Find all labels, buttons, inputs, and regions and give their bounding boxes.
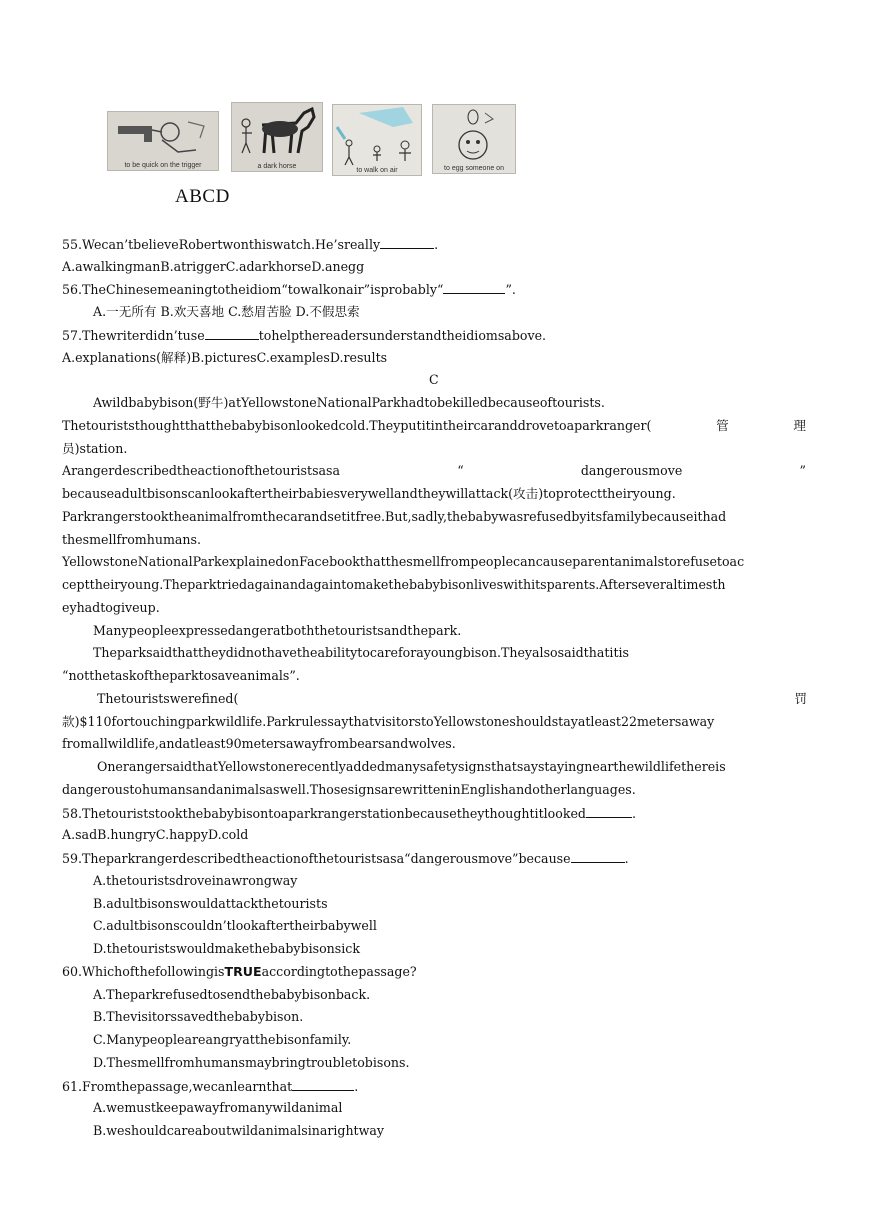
q55-options: A.awalkingmanB.atriggerC.adarkhorseD.anegg [62,259,365,274]
picture-a [107,111,219,171]
answer-blank [443,281,505,294]
q57-stem-end: tohelpthereadersunderstandtheidiomsabove. [258,328,547,343]
passage-text: ” [799,463,806,478]
passage-text: Arangerdescribedtheactionofthetouristsasa [62,463,341,478]
passage-line [62,463,806,479]
q56-stem-end: ”. [505,282,516,297]
gun-cartoon-icon [108,112,218,160]
passage-text: dangerousmove [580,463,683,478]
passage-line: eyhadtogiveup. [62,600,160,615]
picture-c [332,104,422,176]
question-61 [62,1078,358,1095]
passage-text: Thetouriststhoughtthatthebabybisonlookedcold.Theyputitintheircaranddrovetoaparkranger( [62,418,652,433]
caption-d: to egg someone on [444,165,504,172]
horse-cartoon-icon [232,103,322,163]
q61-option-a: A.wemustkeepawayfromanywildanimal [93,1100,343,1115]
walking-figures-icon [333,105,421,167]
answer-blank [586,805,632,818]
q58-stem: 58.Thetouriststookthebabybisontoaparkrangerstationbecausetheythoughtitlooked [62,806,586,821]
q57-options: A.explanations(解释)B.picturesC.examplesD.results [62,350,388,365]
q57-stem: 57.Thewriterdidn’tuse [62,328,205,343]
question-56 [62,281,516,298]
q56-options: A.一无所有 B.欢天喜地 C.愁眉苦脸 D.不假思索 [93,304,360,319]
passage-line: Awildbabybison(野牛)atYellowstoneNationalParkhadtobekilledbecauseoftourists. [93,395,605,410]
picture-b [231,102,323,172]
q59-option-a: A.thetouristsdroveinawrongway [93,873,298,888]
question-58 [62,805,636,822]
q60-stem: 60.Whichofthefollowingis [62,964,225,979]
q56-stem: 56.TheChinesemeaningtotheidiom“towalkonair”isprobably“ [62,282,444,297]
section-label: C [429,372,439,387]
q59-option-c: C.adultbisonscouldn’tlookaftertheirbabywell [93,918,377,933]
passage-text: Thetouristswerefined( [97,691,239,706]
caption-b: a dark horse [257,163,297,170]
passage-line: OnerangersaidthatYellowstonerecentlyaddedmanysafetysignsthatsaystayingnearthewildlifethereis [97,759,726,774]
passage-line: Parkrangerstooktheanimalfromthecarandsetitfree.But,sadly,thebabywasrefusedbyitsfamilybecauseithad [62,509,727,524]
passage-text: 理 [793,418,806,433]
q61-stem-end: . [354,1079,359,1094]
picture-labels: ABCD [175,186,230,207]
q55-stem-end: . [434,237,439,252]
q59-stem: 59.Theparkrangerdescribedtheactionofthetouristsasa“dangerousmove”because [62,851,571,866]
passage-line: thesmellfromhumans. [62,532,201,547]
picture-d [432,104,516,174]
q58-stem-end: . [631,806,636,821]
q61-stem: 61.Fromthepassage,wecanlearnthat [62,1079,293,1094]
passage-text: 罚 [794,691,807,706]
passage-line: “notthetaskoftheparktosaveanimals”. [62,668,300,683]
q60-option-d: D.Thesmellfromhumansmaybringtroubletobisons. [93,1055,410,1070]
passage-line: 员)station. [62,441,128,456]
passage-text: “ [457,463,464,478]
question-59 [62,850,629,867]
q59-option-b: B.adultbisonswouldattackthetourists [93,896,328,911]
answer-blank [380,236,434,249]
passage-line: Manypeopleexpressedangeratboththetouristsandthepark. [93,623,462,638]
q58-options: A.sadB.hungryC.happyD.cold [62,827,249,842]
caption-a: to be quick on the trigger [124,162,202,169]
q60-option-b: B.Thevisitorssavedthebabybison. [93,1009,304,1024]
question-57 [62,327,546,344]
passage-line: fromallwildlife,andatleast90metersawayfrombearsandwolves. [62,736,456,751]
passage-line: 款)$110fortouchingparkwildlife.ParkrulessaythatvisitorstoYellowstoneshouldstayatleast22metersaway [62,714,715,729]
passage-line: Theparksaidthattheydidnothavetheabilitytocareforayoungbison.Theyalsosaidthatitis [93,645,629,660]
q61-option-b: B.weshouldcareaboutwildanimalsinarightway [93,1123,385,1138]
passage-line: dangeroustohumansandanimalsaswell.ThosesignsarewritteninEnglishandotherlanguages. [62,782,636,797]
passage-line: YellowstoneNationalParkexplainedonFacebookthatthesmellfrompeoplecancauseparentanimalstorefusetoac [62,554,745,569]
answer-blank [205,327,259,340]
passage-line [97,691,807,707]
question-55 [62,236,438,253]
q59-option-d: D.thetouristswouldmakethebabybisonsick [93,941,360,956]
q60-option-c: C.Manypeopleareangryatthebisonfamily. [93,1032,352,1047]
q60-option-a: A.Theparkrefusedtosendthebabybisonback. [93,987,371,1002]
passage-text: 管 [716,418,729,433]
answer-blank [571,850,625,863]
passage-line: cepttheiryoung.Theparktriedagainandagaintomakethebabybisonliveswithitsparents.Afterseveraltimesth [62,577,726,592]
q60-true-emphasis: TRUE [224,964,262,979]
question-60 [62,964,417,980]
q59-stem-end: . [624,851,629,866]
answer-blank [292,1078,354,1091]
passage-line [62,418,806,434]
q60-stem-end: accordingtothepassage? [261,964,417,979]
passage-line: becauseadultbisonscanlookaftertheirbabiesverywellandtheywillattack(攻击)toprotecttheiryoung. [62,486,676,501]
caption-c: to walk on air [356,167,398,174]
egg-face-icon [433,105,515,165]
q55-stem: 55.Wecan’tbelieveRobertwonthiswatch.He’sreally [62,237,381,252]
